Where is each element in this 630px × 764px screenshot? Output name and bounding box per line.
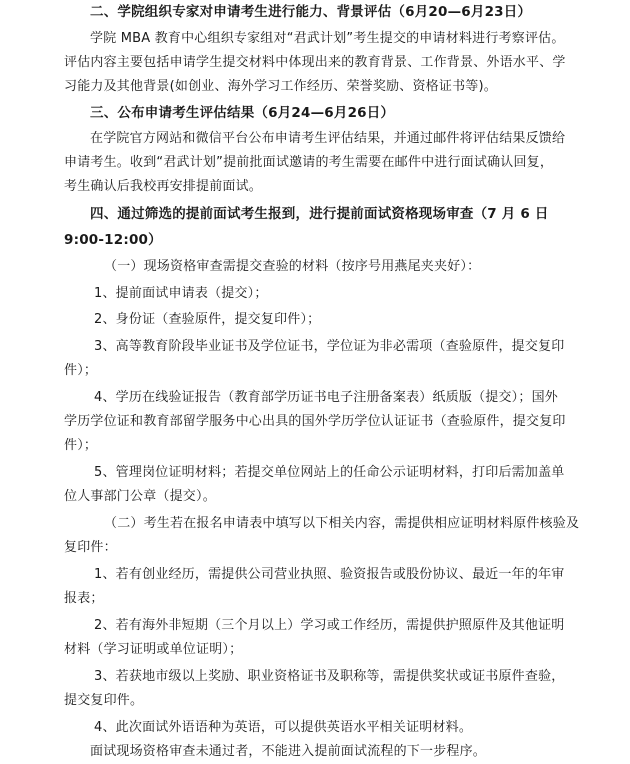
list-item-cont: 学历学位证和教育部留学服务中心出具的国外学历学位认证证书（查验原件，提交复印 <box>64 414 566 429</box>
list-item: 4、学历在线验证报告（教育部学历证书电子注册备案表）纸质版（提交）；国外 <box>94 390 558 405</box>
paragraph-line: 考生确认后我校再安排提前面试。 <box>64 179 263 194</box>
list-item-cont: 件）； <box>64 363 98 378</box>
subsection-2-heading: （二）考生若在报名申请表中填写以下相关内容，需提供相应证明材料原件核验及 <box>104 516 580 531</box>
paragraph-line: 学院 MBA 教育中心组织专家组对“君武计划”考生提交的申请材料进行考察评估。 <box>90 31 565 46</box>
closing-note: 面试现场资格审查未通过者，不能进入提前面试流程的下一步程序。 <box>90 744 487 759</box>
list-item-cont: 报表； <box>64 591 104 606</box>
subsection-1-heading: （一）现场资格审查需提交查验的材料（按序号用燕尾夹夹好）： <box>104 259 481 274</box>
list-item: 3、高等教育阶段毕业证书及学位证书，学位证为非必需项（查验原件，提交复印 <box>94 339 565 354</box>
paragraph-line: 评估内容主要包括申请学生提交材料中体现出来的教育背景、工作背景、外语水平、学 <box>64 55 566 70</box>
list-item: 1、若有创业经历，需提供公司营业执照、验资报告或股份协议、最近一年的年审 <box>94 567 565 582</box>
section-4-heading: 四、通过筛选的提前面试考生报到，进行提前面试资格现场审查（7 月 6 日 <box>90 206 549 222</box>
section-4-heading-cont: 9:00-12:00） <box>64 232 162 248</box>
section-2-heading: 二、学院组织专家对申请考生进行能力、背景评估（6月20—6月23日） <box>90 4 532 20</box>
subsection-2-heading-cont: 复印件： <box>64 540 117 555</box>
list-item-cont: 件）； <box>64 438 98 453</box>
list-item: 4、此次面试外语语种为英语，可以提供英语水平相关证明材料。 <box>94 720 473 735</box>
list-item: 2、若有海外非短期（三个月以上）学习或工作经历，需提供护照原件及其他证明 <box>94 618 565 633</box>
list-item-cont: 位人事部门公章（提交）。 <box>64 489 216 504</box>
list-item: 1、提前面试申请表（提交）； <box>94 286 268 301</box>
paragraph-line: 习能力及其他背景(如创业、海外学习工作经历、荣誉奖励、资格证书等)。 <box>64 79 497 94</box>
list-item: 2、身份证（查验原件，提交复印件）； <box>94 312 321 327</box>
paragraph-line: 在学院官方网站和微信平台公布申请考生评估结果，并通过邮件将评估结果反馈给 <box>90 131 566 146</box>
paragraph-line: 申请考生。收到“君武计划”提前批面试邀请的考生需要在邮件中进行面试确认回复， <box>64 155 554 170</box>
section-3-heading: 三、公布申请考生评估结果（6月24—6月26日） <box>90 105 395 121</box>
list-item-cont: 提交复印件。 <box>64 693 144 708</box>
list-item: 3、若获地市级以上奖励、职业资格证书及职称等，需提供奖状或证书原件查验， <box>94 669 565 684</box>
list-item: 5、管理岗位证明材料；若提交单位网站上的任命公示证明材料，打印后需加盖单 <box>94 465 565 480</box>
list-item-cont: 材料（学习证明或单位证明）； <box>64 642 243 657</box>
